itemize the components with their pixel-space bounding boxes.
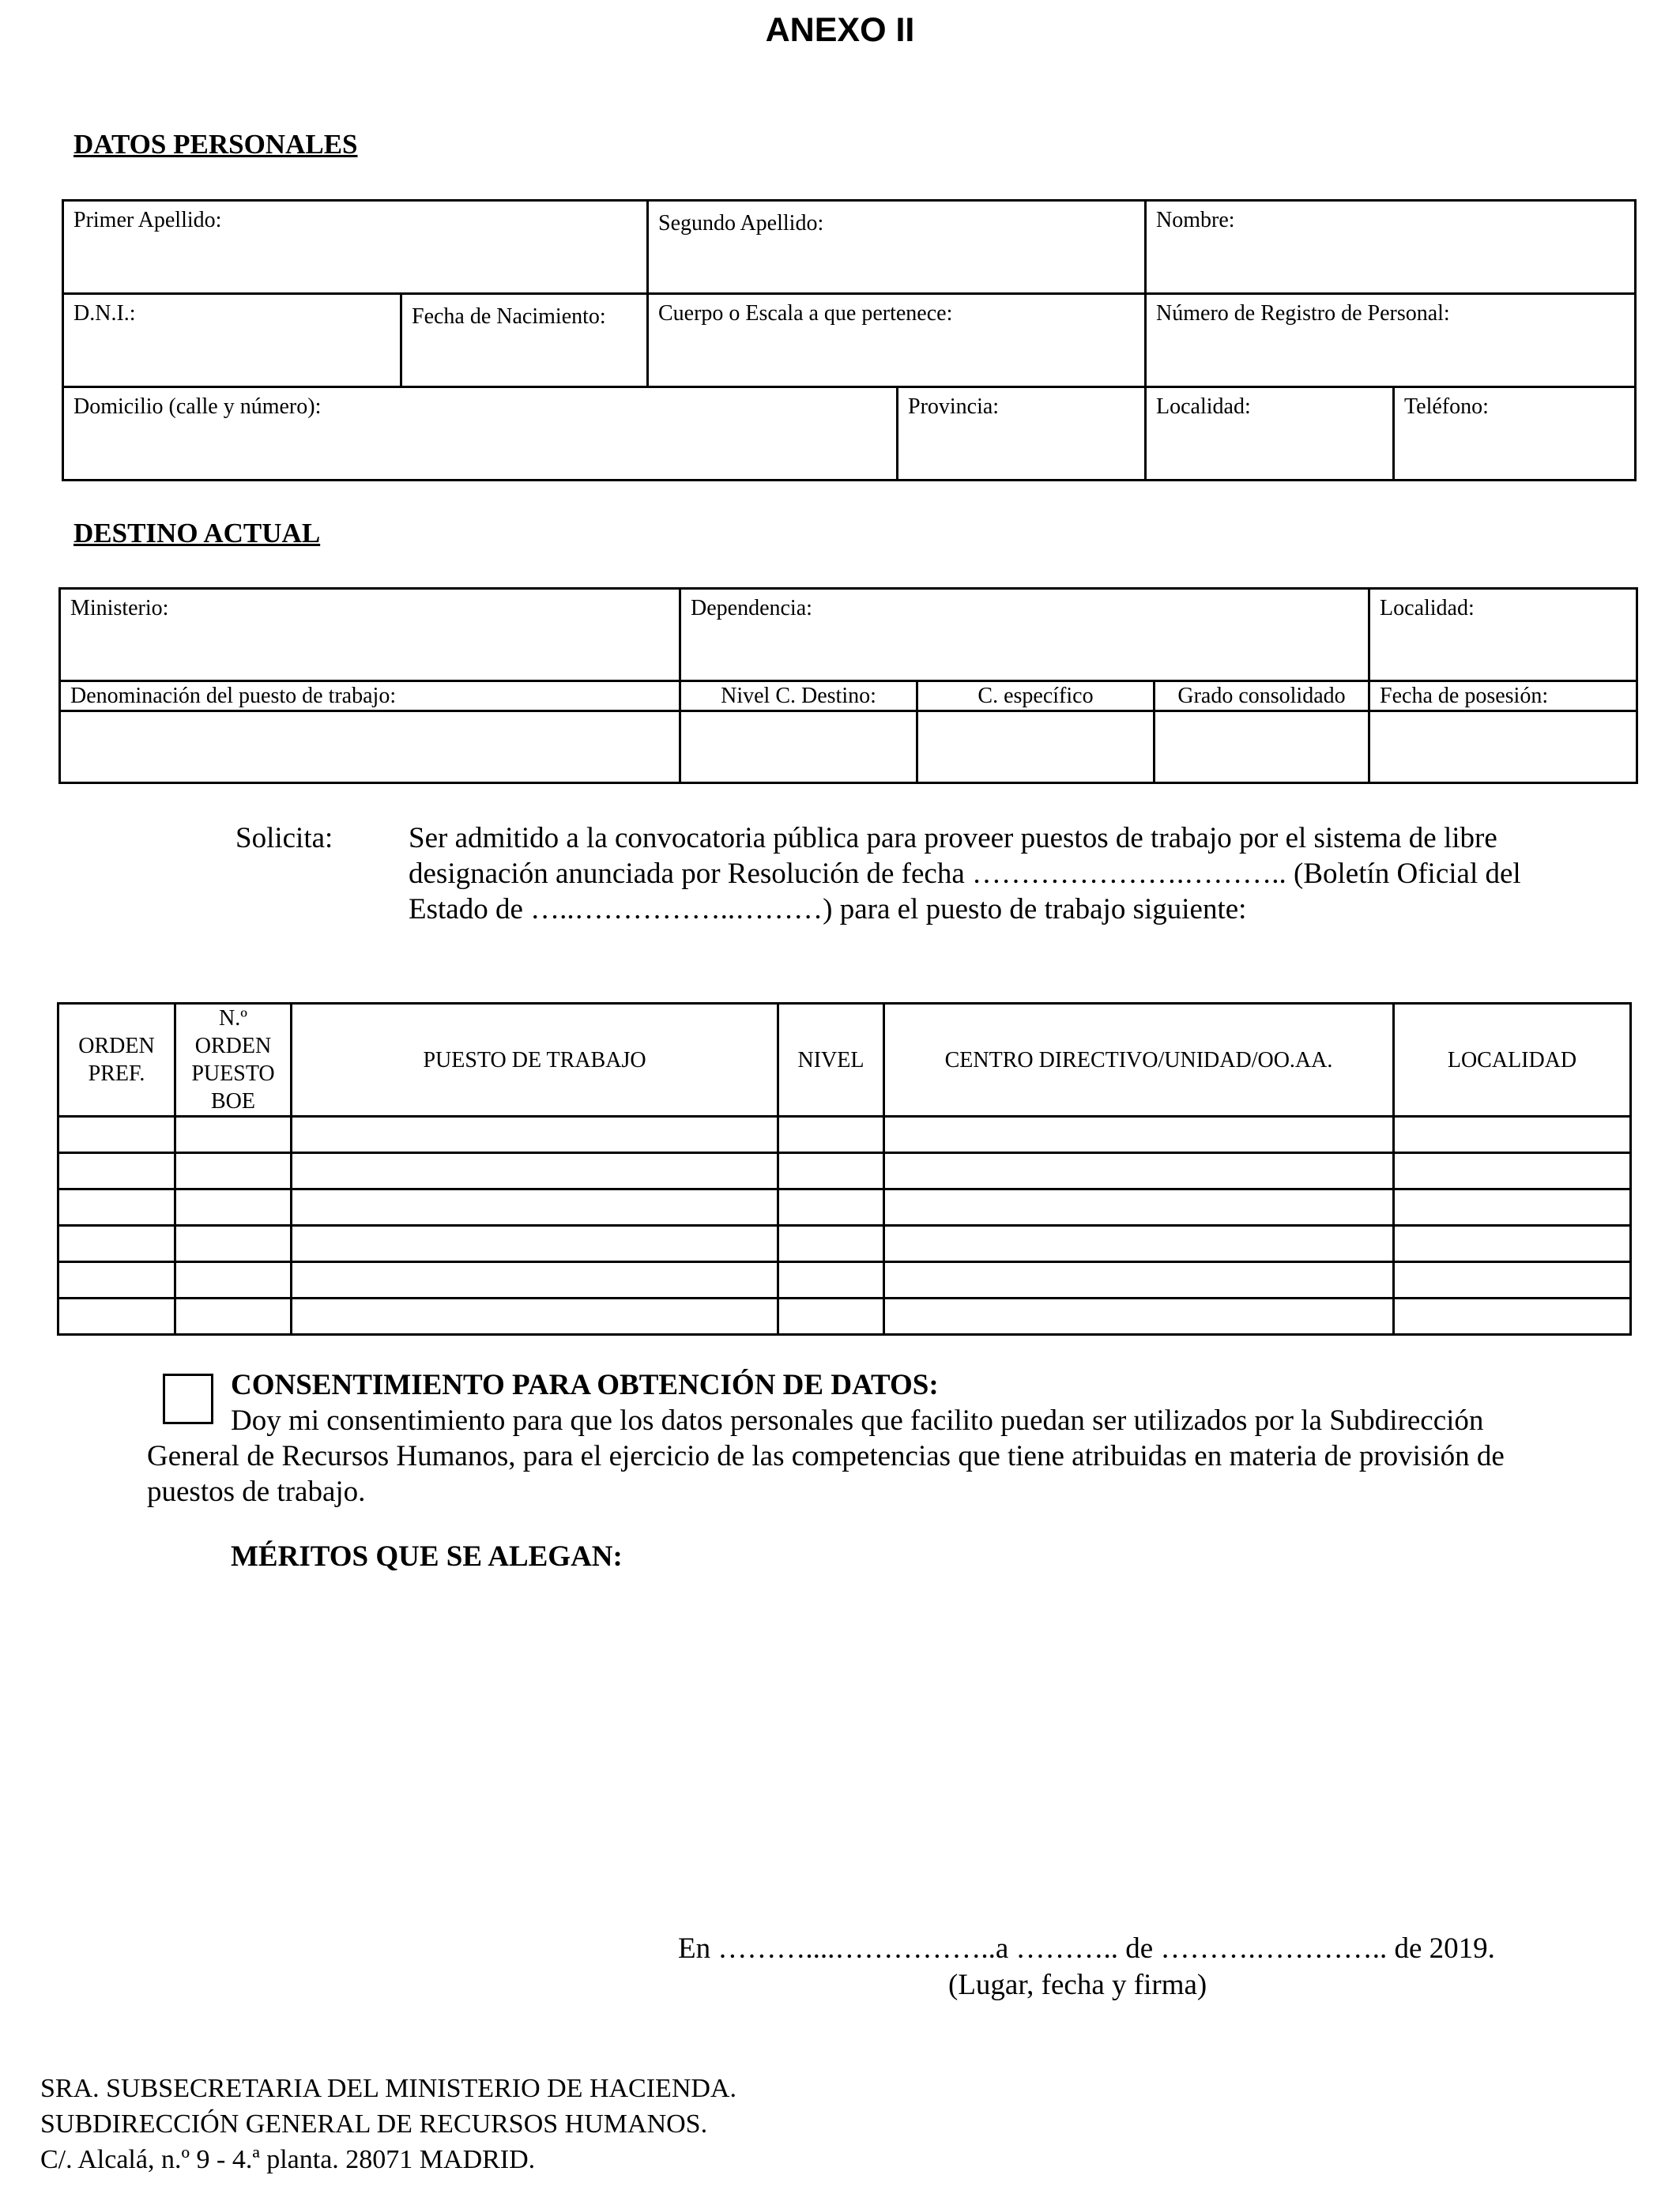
cell-puesto[interactable] — [292, 1153, 778, 1189]
page-title: ANEXO II — [765, 11, 915, 49]
destino-actual-table — [58, 587, 1638, 784]
cell-n-orden[interactable] — [175, 1153, 292, 1189]
puesto-trabajo-header: PUESTO DE TRABAJO — [292, 1004, 778, 1117]
grado-consolidado-label: Grado consolidado — [1177, 683, 1346, 708]
cell-orden-pref[interactable] — [58, 1189, 175, 1226]
grado-consolidado-input[interactable] — [1155, 711, 1369, 783]
cuerpo-escala-field[interactable] — [648, 294, 1146, 387]
table-row — [58, 1153, 1631, 1189]
localidad-header: LOCALIDAD — [1394, 1004, 1631, 1117]
ministerio-label: Ministerio: — [70, 596, 169, 620]
nivel-header: NIVEL — [778, 1004, 884, 1117]
localidad-actual-label: Localidad: — [1380, 596, 1475, 620]
puestos-table — [57, 1002, 1632, 1336]
cell-orden-pref[interactable] — [58, 1299, 175, 1335]
telefono-label: Teléfono: — [1404, 394, 1489, 419]
primer-apellido-label: Primer Apellido: — [73, 208, 222, 232]
cell-localidad[interactable] — [1394, 1189, 1631, 1226]
cell-centro[interactable] — [884, 1117, 1394, 1153]
telefono-field[interactable] — [1394, 387, 1636, 481]
solicita-label: Solicita: — [235, 822, 333, 854]
table-row — [58, 1262, 1631, 1299]
footer-line-2: SUBDIRECCIÓN GENERAL DE RECURSOS HUMANOS. — [40, 2109, 708, 2139]
primer-apellido-field[interactable] — [63, 201, 648, 294]
cell-nivel[interactable] — [778, 1153, 884, 1189]
cell-localidad[interactable] — [1394, 1226, 1631, 1262]
ministerio-field[interactable] — [60, 589, 680, 681]
provincia-field[interactable] — [898, 387, 1146, 481]
solicita-line-3: Estado de …..……………..………) para el puesto de trabajo siguiente: — [409, 893, 1247, 925]
fecha-nacimiento-field[interactable] — [401, 294, 648, 387]
localidad-field[interactable] — [1146, 387, 1394, 481]
centro-directivo-header: CENTRO DIRECTIVO/UNIDAD/OO.AA. — [884, 1004, 1394, 1117]
segundo-apellido-field[interactable] — [648, 201, 1146, 294]
domicilio-label: Domicilio (calle y número): — [73, 394, 322, 419]
cell-centro[interactable] — [884, 1189, 1394, 1226]
fecha-posesion-input[interactable] — [1369, 711, 1637, 783]
cell-orden-pref[interactable] — [58, 1262, 175, 1299]
table-row — [58, 1117, 1631, 1153]
cell-n-orden[interactable] — [175, 1189, 292, 1226]
numero-registro-label: Número de Registro de Personal: — [1156, 301, 1450, 326]
numero-registro-field[interactable] — [1146, 294, 1636, 387]
cell-nivel[interactable] — [778, 1299, 884, 1335]
solicita-line-1: Ser admitido a la convocatoria pública para proveer puestos de trabajo por el sistema de libre — [409, 822, 1497, 854]
footer-line-3: C/. Alcalá, n.º 9 - 4.ª planta. 28071 MADRID. — [40, 2145, 536, 2174]
c-especifico-label: C. específico — [977, 683, 1094, 708]
segundo-apellido-label: Segundo Apellido: — [658, 211, 824, 236]
cell-n-orden[interactable] — [175, 1299, 292, 1335]
consentimiento-text — [147, 1403, 1577, 1510]
dni-field[interactable] — [63, 294, 401, 387]
cell-puesto[interactable] — [292, 1189, 778, 1226]
denominacion-input[interactable] — [60, 711, 680, 783]
consentimiento-line-2: General de Recursos Humanos, para el ejercicio de las competencias que tiene atribuidas en materia de provisión de — [147, 1440, 1505, 1472]
cell-localidad[interactable] — [1394, 1153, 1631, 1189]
firma-line: En ………....……………..a ……….. de ……….………….. de 2019. — [678, 1932, 1495, 1965]
provincia-label: Provincia: — [908, 394, 1000, 419]
fecha-posesion-label: Fecha de posesión: — [1380, 683, 1549, 708]
localidad-label: Localidad: — [1156, 394, 1251, 419]
cell-centro[interactable] — [884, 1226, 1394, 1262]
cell-orden-pref[interactable] — [58, 1226, 175, 1262]
cell-nivel[interactable] — [778, 1117, 884, 1153]
meritos-heading: MÉRITOS QUE SE ALEGAN: — [231, 1540, 623, 1573]
cell-nivel[interactable] — [778, 1189, 884, 1226]
datos-personales-heading: DATOS PERSONALES — [73, 129, 358, 160]
dependencia-label: Dependencia: — [691, 596, 812, 620]
fecha-nacimiento-label: Fecha de Nacimiento: — [412, 304, 606, 329]
cell-nivel[interactable] — [778, 1262, 884, 1299]
solicita-line-2: designación anunciada por Resolución de fecha ………………….……….. (Boletín Oficial del — [409, 858, 1521, 890]
puestos-header-row — [58, 1004, 1631, 1117]
consentimiento-line-1: Doy mi consentimiento para que los datos personales que facilito puedan ser utilizados por la Subdirección — [231, 1404, 1484, 1437]
cell-n-orden[interactable] — [175, 1262, 292, 1299]
n-orden-puesto-boe-header: N.º ORDEN PUESTO BOE — [175, 1004, 292, 1117]
orden-pref-header: ORDEN PREF. — [58, 1004, 175, 1117]
consentimiento-line-3: puestos de trabajo. — [147, 1476, 366, 1508]
cuerpo-escala-label: Cuerpo o Escala a que pertenece: — [658, 301, 953, 326]
datos-personales-table — [62, 199, 1637, 481]
cell-localidad[interactable] — [1394, 1117, 1631, 1153]
cell-puesto[interactable] — [292, 1117, 778, 1153]
nivel-destino-label: Nivel C. Destino: — [721, 683, 876, 708]
table-row — [58, 1189, 1631, 1226]
cell-orden-pref[interactable] — [58, 1153, 175, 1189]
nivel-destino-input[interactable] — [680, 711, 917, 783]
dependencia-field[interactable] — [680, 589, 1369, 681]
table-row — [58, 1299, 1631, 1335]
cell-n-orden[interactable] — [175, 1226, 292, 1262]
destino-actual-heading: DESTINO ACTUAL — [73, 518, 321, 548]
localidad-actual-field[interactable] — [1369, 589, 1637, 681]
nombre-field[interactable] — [1146, 201, 1636, 294]
denominacion-label: Denominación del puesto de trabajo: — [70, 683, 397, 708]
footer-line-1: SRA. SUBSECRETARIA DEL MINISTERIO DE HACIENDA. — [40, 2074, 736, 2103]
cell-centro[interactable] — [884, 1153, 1394, 1189]
cell-puesto[interactable] — [292, 1226, 778, 1262]
cell-localidad[interactable] — [1394, 1299, 1631, 1335]
cell-n-orden[interactable] — [175, 1117, 292, 1153]
footer-address — [40, 2071, 736, 2177]
cell-localidad[interactable] — [1394, 1262, 1631, 1299]
cell-centro[interactable] — [884, 1299, 1394, 1335]
cell-puesto[interactable] — [292, 1299, 778, 1335]
domicilio-field[interactable] — [63, 387, 898, 481]
table-row — [58, 1226, 1631, 1262]
dni-label: D.N.I.: — [73, 301, 136, 326]
c-especifico-input[interactable] — [917, 711, 1155, 783]
cell-nivel[interactable] — [778, 1226, 884, 1262]
cell-centro[interactable] — [884, 1262, 1394, 1299]
consentimiento-heading: CONSENTIMIENTO PARA OBTENCIÓN DE DATOS: — [231, 1369, 939, 1401]
firma-caption: (Lugar, fecha y firma) — [948, 1969, 1207, 2001]
cell-orden-pref[interactable] — [58, 1117, 175, 1153]
cell-puesto[interactable] — [292, 1262, 778, 1299]
solicita-text — [409, 820, 1572, 927]
nombre-label: Nombre: — [1156, 208, 1235, 232]
